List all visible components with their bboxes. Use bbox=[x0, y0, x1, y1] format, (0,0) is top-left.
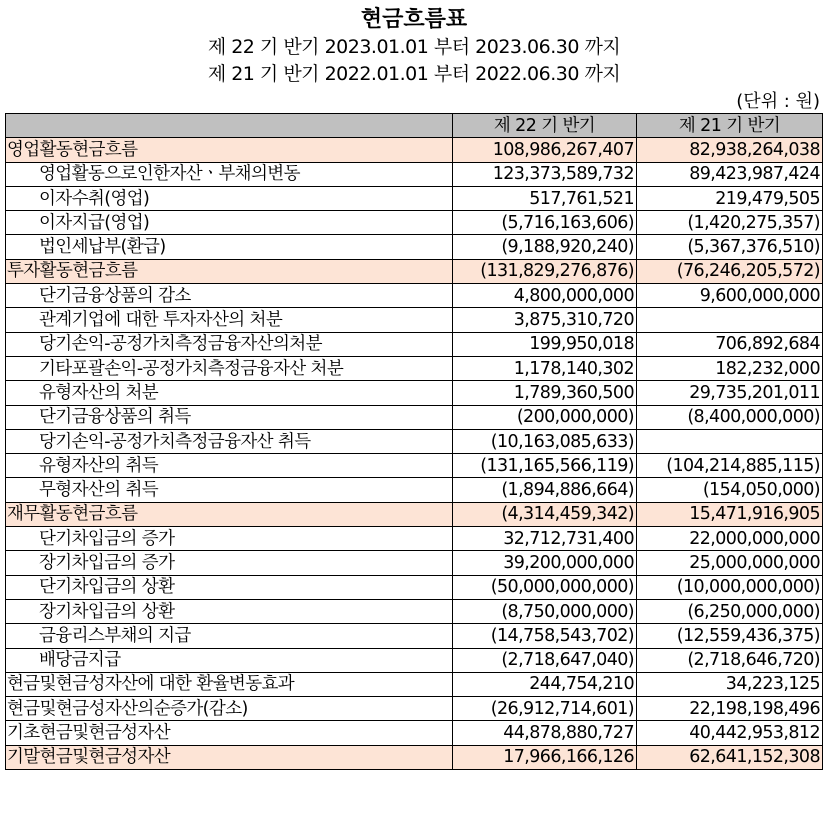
table-row bbox=[6, 381, 823, 405]
row-label: 이자지급(영업) bbox=[6, 211, 453, 235]
table-row bbox=[6, 721, 823, 745]
current-value: (8,750,000,000) bbox=[453, 599, 637, 623]
current-value: (26,912,714,601) bbox=[453, 697, 637, 721]
table-row bbox=[6, 308, 823, 332]
table-header-row bbox=[6, 114, 823, 138]
current-value: 199,950,018 bbox=[453, 332, 637, 356]
table-row bbox=[6, 697, 823, 721]
current-value: 4,800,000,000 bbox=[453, 284, 637, 308]
table-row bbox=[6, 454, 823, 478]
row-label: 투자활동현금흐름 bbox=[6, 259, 453, 283]
row-label: 현금및현금성자산의순증가(감소) bbox=[6, 697, 453, 721]
prior-value: 25,000,000,000 bbox=[637, 551, 823, 575]
row-label: 무형자산의 취득 bbox=[6, 478, 453, 502]
prior-value: (6,250,000,000) bbox=[637, 599, 823, 623]
row-label: 배당금지급 bbox=[6, 648, 453, 672]
prior-value: (1,420,275,357) bbox=[637, 211, 823, 235]
prior-value: (154,050,000) bbox=[637, 478, 823, 502]
current-value: (9,188,920,240) bbox=[453, 235, 637, 259]
prior-value: 15,471,916,905 bbox=[637, 502, 823, 526]
unit-label: (단위 : 원) bbox=[736, 91, 820, 112]
table-row bbox=[6, 405, 823, 429]
row-label: 유형자산의 취득 bbox=[6, 454, 453, 478]
table-row bbox=[6, 478, 823, 502]
current-value: 517,761,521 bbox=[453, 186, 637, 210]
row-label: 재무활동현금흐름 bbox=[6, 502, 453, 526]
prior-value: 22,000,000,000 bbox=[637, 527, 823, 551]
table-row bbox=[6, 211, 823, 235]
row-label: 기초현금및현금성자산 bbox=[6, 721, 453, 745]
prior-value: 22,198,198,496 bbox=[637, 697, 823, 721]
row-label: 기말현금및현금성자산 bbox=[6, 745, 453, 769]
row-label: 단기금융상품의 감소 bbox=[6, 284, 453, 308]
table-row bbox=[6, 527, 823, 551]
current-value: 32,712,731,400 bbox=[453, 527, 637, 551]
prior-value: 62,641,152,308 bbox=[637, 745, 823, 769]
prior-value: 89,423,987,424 bbox=[637, 162, 823, 186]
current-value: (200,000,000) bbox=[453, 405, 637, 429]
current-value: 39,200,000,000 bbox=[453, 551, 637, 575]
prior-value: 40,442,953,812 bbox=[637, 721, 823, 745]
row-label: 장기차입금의 상환 bbox=[6, 599, 453, 623]
current-value: 108,986,267,407 bbox=[453, 138, 637, 162]
current-value: (10,163,085,633) bbox=[453, 429, 637, 453]
row-label: 당기손익-공정가치측정금융자산의처분 bbox=[6, 332, 453, 356]
table-row bbox=[6, 284, 823, 308]
column-header-current: 제 22 기 반기 bbox=[453, 114, 637, 138]
prior-value bbox=[637, 429, 823, 453]
table-row bbox=[6, 235, 823, 259]
current-value: (1,894,886,664) bbox=[453, 478, 637, 502]
section-row bbox=[6, 138, 823, 162]
table-row bbox=[6, 356, 823, 380]
table-row bbox=[6, 624, 823, 648]
section-row bbox=[6, 502, 823, 526]
prior-value: (76,246,205,572) bbox=[637, 259, 823, 283]
current-value: (2,718,647,040) bbox=[453, 648, 637, 672]
prior-value: (2,718,646,720) bbox=[637, 648, 823, 672]
prior-value: (5,367,376,510) bbox=[637, 235, 823, 259]
table-row bbox=[6, 162, 823, 186]
current-value: (14,758,543,702) bbox=[453, 624, 637, 648]
prior-value: 182,232,000 bbox=[637, 356, 823, 380]
table-row bbox=[6, 429, 823, 453]
row-label: 기타포괄손익-공정가치측정금융자산 처분 bbox=[6, 356, 453, 380]
current-value: 44,878,880,727 bbox=[453, 721, 637, 745]
current-value: (131,165,566,119) bbox=[453, 454, 637, 478]
current-value: 123,373,589,732 bbox=[453, 162, 637, 186]
page-title: 현금흐름표 bbox=[360, 7, 468, 32]
current-value: (5,716,163,606) bbox=[453, 211, 637, 235]
period-current: 제 22 기 반기 2023.01.01 부터 2023.06.30 까지 bbox=[207, 36, 621, 58]
current-value: 244,754,210 bbox=[453, 672, 637, 696]
row-label: 이자수취(영업) bbox=[6, 186, 453, 210]
prior-value: (10,000,000,000) bbox=[637, 575, 823, 599]
row-label: 단기금융상품의 취득 bbox=[6, 405, 453, 429]
column-header-label bbox=[6, 114, 453, 138]
row-label: 현금및현금성자산에 대한 환율변동효과 bbox=[6, 672, 453, 696]
period-prior: 제 21 기 반기 2022.01.01 부터 2022.06.30 까지 bbox=[207, 63, 621, 85]
prior-value: 82,938,264,038 bbox=[637, 138, 823, 162]
prior-value: 34,223,125 bbox=[637, 672, 823, 696]
section-row bbox=[6, 259, 823, 283]
row-label: 법인세납부(환급) bbox=[6, 235, 453, 259]
row-label: 단기차입금의 상환 bbox=[6, 575, 453, 599]
current-value: (131,829,276,876) bbox=[453, 259, 637, 283]
table-row bbox=[6, 575, 823, 599]
current-value: 3,875,310,720 bbox=[453, 308, 637, 332]
row-label: 유형자산의 처분 bbox=[6, 381, 453, 405]
row-label: 단기차입금의 증가 bbox=[6, 527, 453, 551]
row-label: 영업활동현금흐름 bbox=[6, 138, 453, 162]
row-label: 당기손익-공정가치측정금융자산 취득 bbox=[6, 429, 453, 453]
table-row bbox=[6, 332, 823, 356]
current-value: 1,789,360,500 bbox=[453, 381, 637, 405]
prior-value: 29,735,201,011 bbox=[637, 381, 823, 405]
prior-value: (12,559,436,375) bbox=[637, 624, 823, 648]
table-row bbox=[6, 672, 823, 696]
prior-value: 9,600,000,000 bbox=[637, 284, 823, 308]
table-row bbox=[6, 186, 823, 210]
row-label: 영업활동으로인한자산ㆍ부채의변동 bbox=[6, 162, 453, 186]
current-value: 1,178,140,302 bbox=[453, 356, 637, 380]
current-value: (50,000,000,000) bbox=[453, 575, 637, 599]
prior-value bbox=[637, 308, 823, 332]
prior-value: (104,214,885,115) bbox=[637, 454, 823, 478]
prior-value: 219,479,505 bbox=[637, 186, 823, 210]
current-value: 17,966,166,126 bbox=[453, 745, 637, 769]
prior-value: (8,400,000,000) bbox=[637, 405, 823, 429]
table-row bbox=[6, 551, 823, 575]
section-row bbox=[6, 745, 823, 769]
prior-value: 706,892,684 bbox=[637, 332, 823, 356]
row-label: 장기차입금의 증가 bbox=[6, 551, 453, 575]
cash-flow-table bbox=[5, 113, 823, 770]
row-label: 금융리스부채의 지급 bbox=[6, 624, 453, 648]
column-header-prior: 제 21 기 반기 bbox=[637, 114, 823, 138]
row-label: 관계기업에 대한 투자자산의 처분 bbox=[6, 308, 453, 332]
table-row bbox=[6, 648, 823, 672]
table-row bbox=[6, 599, 823, 623]
current-value: (4,314,459,342) bbox=[453, 502, 637, 526]
